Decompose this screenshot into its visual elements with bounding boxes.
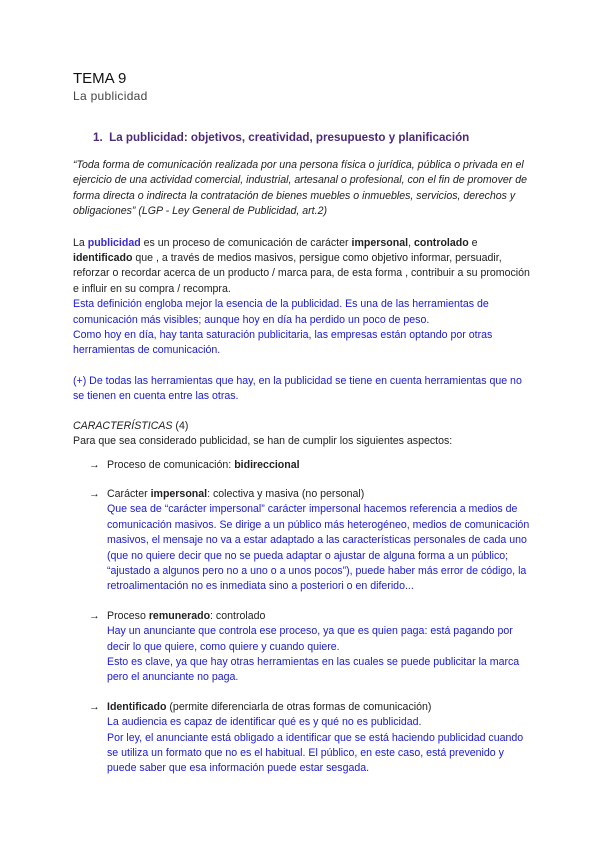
list-item-detail: La audiencia es capaz de identificar qué es y qué no es publicidad. Por ley, el anunciante está obligado a identificar que se está haciendo publicidad cuando se utiliza un formato que no es el habitual. El público, en este caso, está prevenido y puede saber que esa información puede estar sesgada. [107, 716, 524, 775]
note-2: Como hoy en día, hay tanta saturación publicitaria, las empresas están optando por otras herramientas de comunicación. [73, 329, 493, 357]
characteristics-heading: CARACTERÍSTICAS (4) [73, 419, 189, 432]
list-item: → Identificado (permite diferenciarla de otras formas de comunicación) La audiencia es capaz de identificar qué es y qué no es publicidad. Por ley, el anunciante está obligado a identificar que se está haciendo publicidad cuando se utiliza un formato que no es el habitual. El público, en este caso, está prevenido y puede saber que esa información puede estar sesgada. [89, 700, 533, 777]
note-1: Esta definición engloba mejor la esencia de la publicidad. Es una de las herramientas de comunicación más visibles; aunque hoy en día ha perdido un poco de peso. [73, 298, 489, 326]
list-item: → Proceso remunerado: controlado Hay un anunciante que controla ese proceso, ya que es quien paga: está pagando por decir lo que quiere, como quiere y cuando quiere. Esto es clave, ya que hay otras herramientas en las cuales se puede publicitar la marca pero el anunciante no paga. [89, 609, 533, 686]
arrow-icon: → [89, 609, 100, 622]
page-title: TEMA 9 [73, 70, 127, 87]
list-item: → Carácter impersonal: colectiva y masiva (no personal) Que sea de “carácter impersonal” carácter impersonal hacemos referencia a medios de comunicación masivos. Se dirige a un público más heterogéneo, medios de comunicación masivos, el mensaje no va a estar adaptado a las características personales de cada uno (que no quiere decir que no se pueda adaptar o ajustar de alguna forma a un público; “ajustado a algunos pero no a uno o a unos pocos”), puede haber más error de código, la retroalimentación no es inmediata sino a posteriori o en diferido... [89, 487, 533, 595]
section-heading [93, 130, 533, 146]
document-page [73, 70, 533, 777]
definition-paragraph: La publicidad es un proceso de comunicación de carácter impersonal, controlado e identificado que , a través de medios masivos, persigue como objetivo informar, persuadir, reforzar o recordar acerca de un producto / marca para, de esta forma , contribuir a su promoción e influir en su compra / recompra. [73, 236, 530, 295]
section-title: La publicidad: objetivos, creatividad, presupuesto y planificación [109, 131, 470, 144]
arrow-icon: → [89, 487, 100, 500]
list-item: → Proceso de comunicación: bidireccional [89, 458, 533, 473]
list-item-detail: Que sea de “carácter impersonal” carácter impersonal hacemos referencia a medios de comunicación masivos. Se dirige a un público más heterogéneo, medios de comunicación masivos, el mensaje no va a estar adaptado a las características personales de cada uno (que no quiere decir que no se pueda adaptar o ajustar de alguna forma a un público; “ajustado a algunos pero no a uno o a unos pocos”), puede haber más error de código, la retroalimentación no es inmediata sino a posteriori o en diferido... [107, 503, 530, 593]
legal-quote: “Toda forma de comunicación realizada por una persona física o jurídica, pública o privada en el ejercicio de una actividad comercial, industrial, artesanal o profesional, con el fin de promover de forma directa o indirecta la contratación de bienes muebles o inmuebles, servicios, derechos y obligaciones” (LGP - Ley General de Publicidad, art.2) [73, 159, 528, 218]
plus-note: (+) De todas las herramientas que hay, en la publicidad se tiene en cuenta herramientas que no se tienen en cuenta entre las otras. [73, 374, 522, 403]
characteristics-list [89, 458, 533, 777]
term-publicidad: publicidad [87, 236, 141, 249]
list-item-detail: Hay un anunciante que controla ese proceso, ya que es quien paga: está pagando por decir lo que quiere, como quiere y cuando quiere. Esto es clave, ya que hay otras herramientas en las cuales se puede publicitar la marca pero el anunciante no paga. [107, 625, 520, 684]
characteristics-intro: Para que sea considerado publicidad, se han de cumplir los siguientes aspectos: [73, 435, 453, 448]
arrow-icon: → [89, 458, 100, 471]
section-number: 1. [93, 131, 103, 144]
page-subtitle: La publicidad [73, 89, 148, 103]
arrow-icon: → [89, 700, 100, 713]
